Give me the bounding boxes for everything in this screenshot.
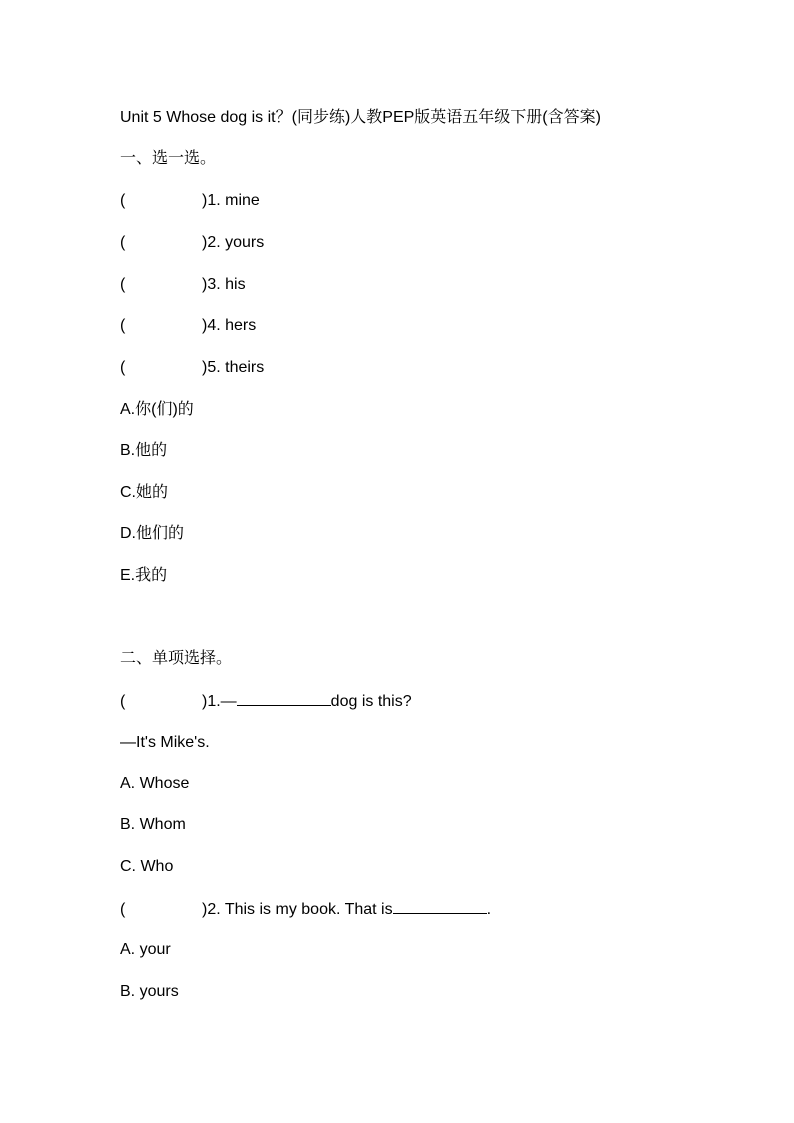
question-1-option: A. Whose — [120, 775, 190, 792]
question-2-option: A. your — [120, 941, 171, 958]
answer-paren: ( — [120, 693, 126, 710]
section1-option: E.我的 — [120, 567, 168, 584]
section1-item — [120, 233, 264, 253]
answer-paren: ( — [120, 192, 126, 209]
fill-in-blank — [237, 691, 331, 706]
answer-paren: ( — [120, 276, 126, 293]
answer-paren: ( — [120, 901, 126, 918]
question-1-reply: —It's Mike's. — [120, 734, 210, 751]
item-text: )3. his — [202, 276, 246, 293]
answer-paren: ( — [120, 317, 126, 334]
question-2-option: B. yours — [120, 983, 179, 1000]
answer-paren: ( — [120, 359, 126, 376]
section1-option: D.他们的 — [120, 525, 185, 542]
question-2 — [120, 899, 491, 920]
section1-item — [120, 358, 264, 378]
question-1-option: C. Who — [120, 858, 174, 875]
question-suffix: dog is this? — [330, 693, 412, 710]
question-suffix: . — [486, 901, 492, 918]
question-prefix: )1.— — [202, 693, 237, 710]
section1-item — [120, 191, 260, 211]
section1-item — [120, 275, 246, 295]
fill-in-blank — [393, 899, 487, 914]
item-text: )1. mine — [202, 192, 260, 209]
section1-option: B.他的 — [120, 442, 168, 459]
section2-heading: 二、单项选择。 — [120, 650, 233, 667]
section1-option: C.她的 — [120, 484, 169, 501]
section1-heading: 一、选一选。 — [120, 150, 217, 167]
page-title: Unit 5 Whose dog is it？(同步练)人教PEP版英语五年级下册(含答案) — [120, 109, 601, 126]
item-text: )2. yours — [202, 234, 265, 251]
item-text: )4. hers — [202, 317, 257, 334]
item-text: )5. theirs — [202, 359, 265, 376]
question-1-option: B. Whom — [120, 816, 186, 833]
question-1 — [120, 691, 412, 712]
section1-option: A.你(们)的 — [120, 401, 194, 418]
question-prefix: )2. This is my book. That is — [202, 901, 393, 918]
section1-item — [120, 316, 256, 336]
answer-paren: ( — [120, 234, 126, 251]
